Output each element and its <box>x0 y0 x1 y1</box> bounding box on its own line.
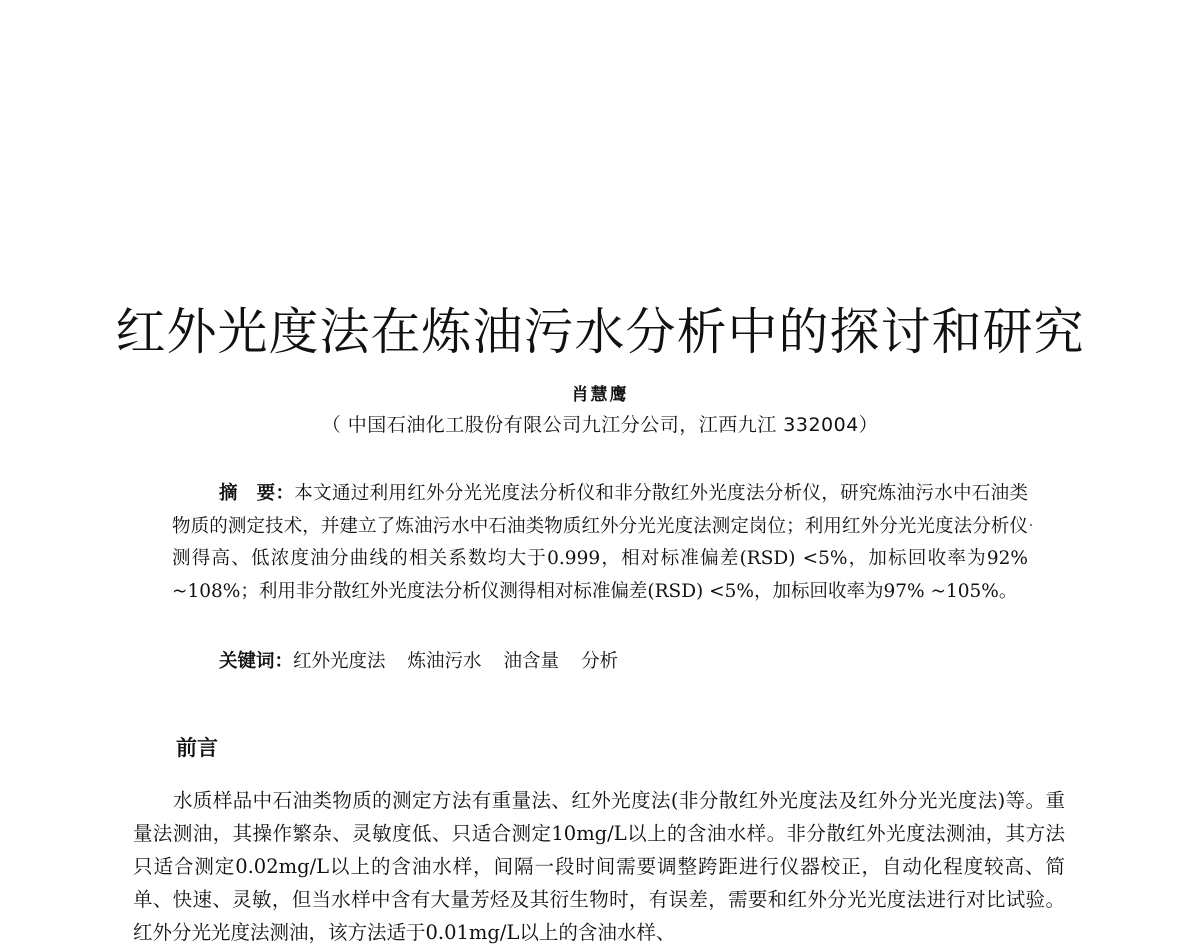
paper-title: 红外光度法在炼油污水分析中的探讨和研究 <box>115 303 1085 361</box>
abstract-label: 摘 要： <box>219 483 295 504</box>
author-name: 肖慧鹰 <box>571 385 629 405</box>
abstract-block <box>172 478 1028 608</box>
keyword-item: 油含量 <box>503 651 560 672</box>
section-heading: 前言 <box>176 736 218 760</box>
body-paragraph: 水质样品中石油类物质的测定方法有重量法、红外光度法(非分散红外光度法及红外分光光度法)等。重量法测油，其操作繁杂、灵敏度低、只适合测定10mg/L以上的含油水样。非分散红外光度法测油，其方法只适合测定0.02mg/L以上的含油水样，间隔一段时间需要调整跨距进行仪器校正，自动化程度较高、简单、快速、灵敏，但当水样中含有大量芳烃及其衍生物时，有误差，需要和红外分光光度法进行对比试验。红外分光光度法测油，该方法适于0.01mg/L以上的含油水样、 <box>133 789 1065 944</box>
author-affiliation: （ 中国石油化工股份有限公司九江分公司，江西九江 332004） <box>321 414 879 436</box>
keyword-item: 分析 <box>581 651 619 672</box>
scan-speck <box>1030 524 1032 526</box>
keyword-item: 红外光度法 <box>293 651 386 672</box>
keywords-line <box>219 648 640 676</box>
body-text <box>133 784 1065 949</box>
abstract-text: 本文通过利用红外分光光度法分析仪和非分散红外光度法分析仪，研究炼油污水中石油类物质的测定技术，并建立了炼油污水中石油类物质红外分光光度法测定岗位；利用红外分光光度法分析仪测得高、低浓度油分曲线的相关系数均大于0.999，相对标准偏差(RSD) <5%，加标回收率为92% ~108%；利用非分散红外光度法分析仪测得相对标准偏差(RSD) <5%，加标回收率为97% ~105%。 <box>172 483 1028 602</box>
abstract-paragraph <box>172 478 1028 608</box>
keywords-label: 关键词： <box>219 651 294 672</box>
keyword-item: 炼油污水 <box>407 651 482 672</box>
